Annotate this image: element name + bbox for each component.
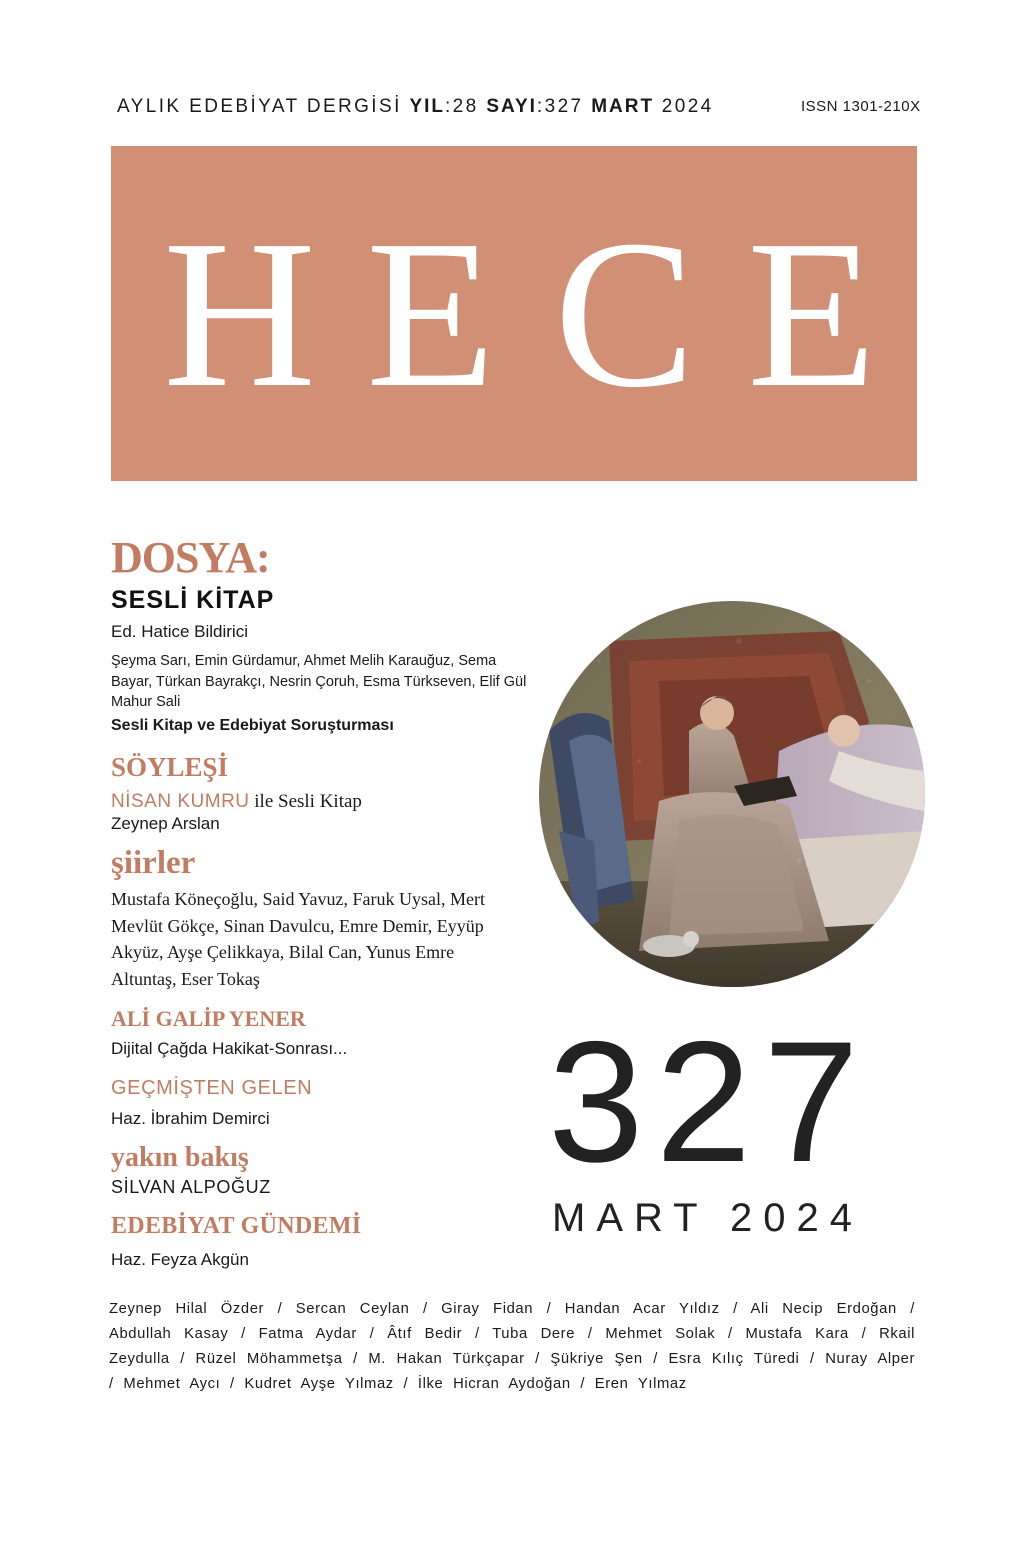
year-label: YIL — [409, 96, 445, 117]
month-label: MART — [591, 96, 655, 117]
issue-date: MART 2024 — [552, 1196, 863, 1240]
essay-author-heading: ALİ GALİP YENER — [111, 1006, 306, 1031]
interview-heading: SÖYLEŞİ — [111, 752, 229, 782]
past-editor: Haz. İbrahim Demirci — [111, 1109, 270, 1128]
literary-agenda-editor: Haz. Feyza Akgün — [111, 1250, 249, 1269]
year-value: :28 — [445, 96, 479, 117]
year-number: 2024 — [661, 96, 714, 117]
dosya-heading: DOSYA: — [111, 533, 270, 582]
issue-value: :327 — [536, 96, 584, 117]
masthead-logo — [111, 146, 917, 481]
poets-list: Mustafa Köneçoğlu, Said Yavuz, Faruk Uysal, Mert Mevlüt Gökçe, Sinan Davulcu, Emre Demir, Eyyüp Akyüz, Ayşe Çelikkaya, Bilal Can, Yunus Emre Altuntaş, Eser Tokaş — [111, 889, 485, 989]
monthly-label: AYLIK EDEBİYAT DERGİSİ — [117, 96, 402, 117]
dosya-editor: Ed. Hatice Bildirici — [111, 622, 248, 641]
dosya-title: SESLİ KİTAP — [111, 586, 275, 614]
past-heading: GEÇMİŞTEN GELEN — [111, 1077, 313, 1099]
masthead-letter: H — [163, 196, 317, 431]
issue-info-line — [117, 96, 921, 118]
cover-painting — [539, 601, 925, 987]
dosya-survey: Sesli Kitap ve Edebiyat Soruşturması — [111, 717, 394, 734]
interview-title — [111, 791, 362, 813]
interview-guest: NİSAN KUMRU — [111, 791, 250, 812]
masthead-letter: E — [747, 196, 877, 431]
masthead-letter: C — [554, 196, 696, 431]
essay-title: Dijital Çağda Hakikat-Sonrası... — [111, 1039, 348, 1058]
interviewer-name: Zeynep Arslan — [111, 814, 220, 833]
closer-look-author: SİLVAN ALPOĞUZ — [111, 1177, 271, 1197]
dosya-contributors: Şeyma Sarı, Emin Gürdamur, Ahmet Melih Karauğuz, Sema Bayar, Türkan Bayrakçı, Nesrin Çoruh, Esma Türkseven, Elif Gül Mahur Sali — [111, 653, 527, 710]
issue-number: 327 — [548, 1006, 871, 1198]
issn-code: ISSN 1301-210X — [801, 98, 921, 115]
issue-label: SAYI — [486, 96, 537, 117]
interview-topic: ile Sesli Kitap — [249, 791, 362, 812]
poems-heading: şiirler — [111, 845, 196, 881]
contributors-list: Zeynep Hilal Özder / Sercan Ceylan / Giray Fidan / Handan Acar Yıldız / Ali Necip Erdoğan / Abdullah Kasay / Fatma Aydar / Âtıf Bedir / Tuba Dere / Mehmet Solak / Mustafa Kara / Rkail Zeydulla / Rüzel Möhammetşa / M. Hakan Türkçapar / Şükriye Şen / Esra Kılıç Türedi / Nuray Alper / Mehmet Aycı / Kudret Ayşe Yılmaz / İlke Hicran Aydoğan / Eren Yılmaz — [109, 1301, 915, 1392]
closer-look-heading: yakın bakış — [111, 1142, 249, 1173]
masthead-letter: E — [366, 196, 496, 431]
literary-agenda-heading: EDEBİYAT GÜNDEMİ — [111, 1213, 362, 1239]
